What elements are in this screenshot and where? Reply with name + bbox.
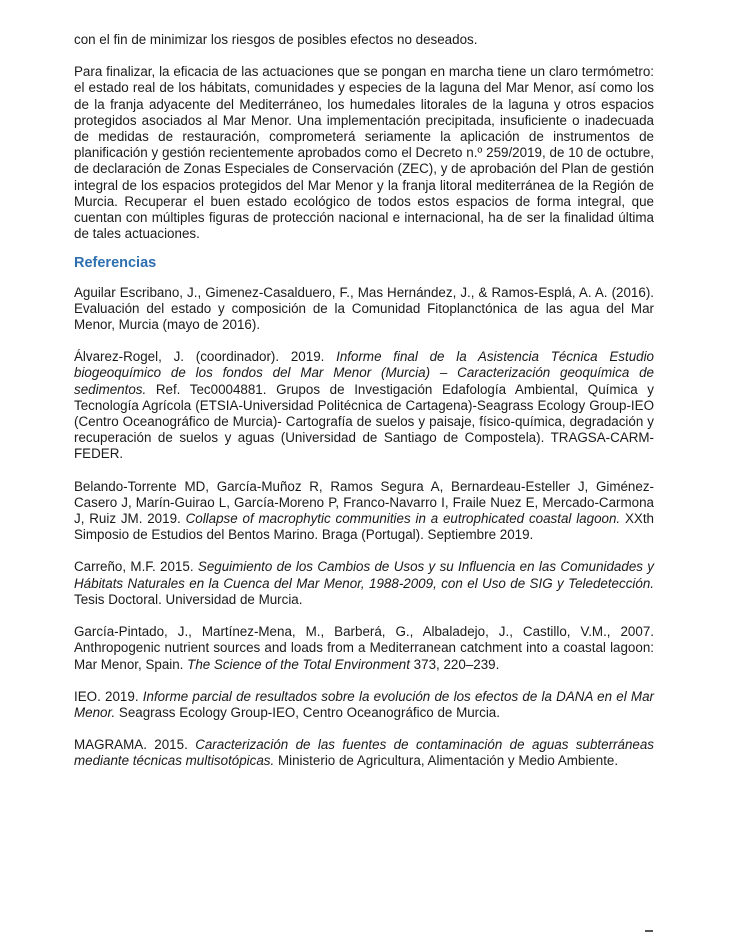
reference-item: Álvarez-Rogel, J. (coordinador). 2019. Informe final de la Asistencia Técnica Estudio biogeoquímico de los fondos del Mar Menor (Murcia) – Caracterización geoquímica de sedimentos. Ref. Tec0004881. Grupos de Investigación Edafología Ambiental, Química y Tecnología Agrícola (ETSIA-Universidad Politécnica de Cartagena)-Seagrass Ecology Group-IEO (Centro Oceanográfico de Murcia)- Cartografía de suelos y paisaje, físico-química, degradación y recuperación de suelos y aguas (Universidad de Santiago de Compostela). TRAGSA-CARM-FEDER. xyxy=(74,349,655,462)
references-list xyxy=(74,285,654,770)
references-heading: Referencias xyxy=(74,255,157,272)
reference-item: García-Pintado, J., Martínez-Mena, M., Barberá, G., Albaladejo, J., Castillo, V.M., 2007. Anthropogenic nutrient sources and loads from a Mediterranean catchment into a coastal lagoon: Mar Menor, Spain. The Science of the Total Environment 373, 220–239. xyxy=(74,624,654,672)
paragraph-intro: con el fin de minimizar los riesgos de posibles efectos no deseados. xyxy=(74,32,478,47)
reference-item: Carreño, M.F. 2015. Seguimiento de los Cambios de Usos y su Influencia en las Comunidades y Hábitats Naturales en la Cuenca del Mar Menor, 1988-2009, con el Uso de SIG y Teledetección. Tesis Doctoral. Universidad de Murcia. xyxy=(74,559,654,607)
reference-item: Aguilar Escribano, J., Gimenez-Casalduero, F., Mas Hernández, J., & Ramos-Esplá, A. A. (2016). Evaluación del estado y composición de la Comunidad Fitoplanctónica de las agua del Mar Menor, Murcia (mayo de 2016). xyxy=(74,284,654,333)
paragraph-conclusion: Para finalizar, la eficacia de las actuaciones que se pongan en marcha tiene un claro termómetro: el estado real de los hábitats, comunidades y especies de la laguna del Mar Menor, así como los de la franja adyacente del Mediterráneo, los humedales litorales de la laguna y otros espacios protegidos asociados al Mar Menor. Una implementación precipitada, insuficiente o inadecuada de medidas de restauración, comprometerá seriamente la aplicación de instrumentos de planificación y gestión recientemente aprobados como el Decreto n.º 259/2019, de 10 de octubre, de declaración de Zonas Especiales de Conservación (ZEC), y de aprobación del Plan de gestión integral de los espacios protegidos del Mar Menor y la franja litoral mediterránea de la Región de Murcia. Recuperar el buen estado ecológico de todos estos espacios de forma integral, que cuentan con múltiples figuras de protección nacional e internacional, ha de ser la finalidad última de tales actuaciones. xyxy=(74,64,654,242)
page-corner-mark xyxy=(645,930,653,932)
reference-item: Belando-Torrente MD, García-Muñoz R, Ramos Segura A, Bernardeau-Esteller J, Giménez-Casero J, Marín-Guirao L, García-Moreno P, Franco-Navarro I, Fraile Nuez E, Mercado-Carmona J, Ruiz JM. 2019. Collapse of macrophytic communities in a eutrophicated coastal lagoon. XXth Simposio de Estudios del Bentos Marino. Braga (Portugal). Septiembre 2019. xyxy=(74,478,654,543)
reference-item: MAGRAMA. 2015. Caracterización de las fuentes de contaminación de aguas subterráneas mediante técnicas multisotópicas. Ministerio de Agricultura, Alimentación y Medio Ambiente. xyxy=(74,737,654,769)
document-page xyxy=(74,32,654,786)
reference-item: IEO. 2019. Informe parcial de resultados sobre la evolución de los efectos de la DANA en el Mar Menor. Seagrass Ecology Group-IEO, Centro Oceanográfico de Murcia. xyxy=(74,688,654,720)
